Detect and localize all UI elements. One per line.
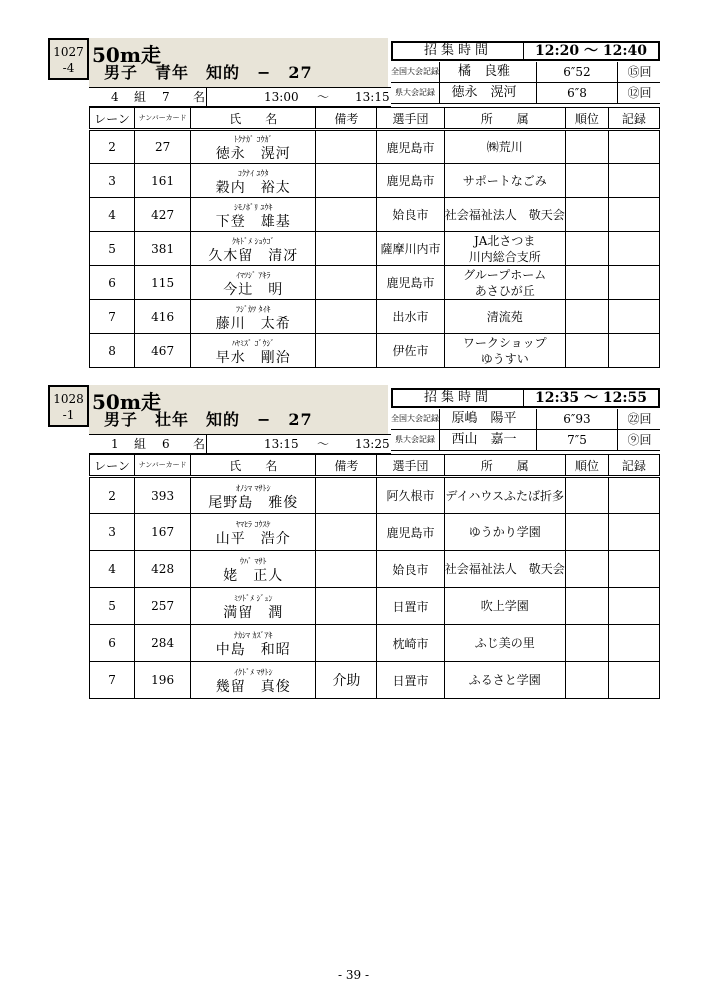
name-kanji: 満留 潤 bbox=[223, 605, 284, 621]
time-tilde: 〜 bbox=[317, 437, 330, 451]
lane: 6 bbox=[90, 625, 135, 662]
athlete-name bbox=[191, 198, 316, 232]
record-meet: ⑮回 bbox=[617, 62, 661, 82]
name-kanji: 早水 剛治 bbox=[215, 349, 291, 366]
affiliation bbox=[444, 588, 565, 625]
count-label: 名 bbox=[193, 437, 206, 451]
name-kanji: 徳永 滉河 bbox=[215, 146, 291, 162]
team: 出水市 bbox=[377, 300, 444, 334]
header-record: 記録 bbox=[608, 455, 659, 477]
table-row bbox=[90, 198, 660, 232]
card-number: 428 bbox=[135, 551, 191, 588]
call-time-label: 招集時間 bbox=[393, 43, 524, 59]
header-affiliation: 所 属 bbox=[444, 108, 565, 130]
athlete-name bbox=[191, 588, 316, 625]
group-count-cell bbox=[89, 88, 207, 106]
lane: 2 bbox=[90, 130, 135, 164]
record-cell bbox=[608, 232, 659, 266]
time-tilde: 〜 bbox=[317, 90, 330, 104]
athlete-name bbox=[191, 477, 316, 514]
note bbox=[316, 625, 377, 662]
team: 鹿児島市 bbox=[377, 130, 444, 164]
note bbox=[316, 334, 377, 368]
name-kana: ｸｷﾄﾞﾒ ｼｮｳｺﾞ bbox=[232, 236, 275, 246]
table-row bbox=[90, 588, 660, 625]
call-time-value: 12:20 〜 12:40 bbox=[534, 43, 647, 59]
card-number: 167 bbox=[135, 514, 191, 551]
note bbox=[316, 232, 377, 266]
table-row bbox=[90, 477, 660, 514]
lane: 7 bbox=[90, 662, 135, 699]
lane: 5 bbox=[90, 232, 135, 266]
national-record bbox=[391, 409, 660, 430]
event-number-box bbox=[48, 385, 89, 427]
participant-count: 6 bbox=[162, 437, 170, 451]
header-name: 氏 名 bbox=[191, 455, 316, 477]
affiliation-line2: 川内総合支所 bbox=[468, 249, 541, 264]
table-row bbox=[90, 232, 660, 266]
athlete-name bbox=[191, 266, 316, 300]
note bbox=[316, 551, 377, 588]
event-number-line2: -4 bbox=[62, 61, 75, 75]
team: 日置市 bbox=[377, 588, 444, 625]
table-row bbox=[90, 300, 660, 334]
rank-cell bbox=[565, 551, 608, 588]
record-label: 全国大会記録 bbox=[391, 62, 440, 82]
name-kana: ﾐﾂﾄﾞﾒ ｼﾞｭﾝ bbox=[234, 594, 273, 603]
note bbox=[316, 300, 377, 334]
name-kana: ｼﾓﾉﾎﾞﾘ ﾕｳｷ bbox=[234, 202, 273, 212]
header-rank: 順位 bbox=[565, 108, 608, 130]
event-name: 50m走 bbox=[92, 43, 161, 67]
name-kanji: 山平 浩介 bbox=[215, 531, 291, 547]
header-note: 備考 bbox=[316, 108, 377, 130]
rank-cell bbox=[565, 588, 608, 625]
record-meet: ⑨回 bbox=[617, 430, 661, 450]
participant-count: 7 bbox=[162, 90, 170, 104]
affiliation-line1: 社会福祉法人 敬天会 bbox=[444, 207, 565, 222]
table-row bbox=[90, 164, 660, 198]
header-name: 氏 名 bbox=[191, 108, 316, 130]
note bbox=[316, 266, 377, 300]
end-time: 13:25 bbox=[355, 437, 390, 451]
rank-cell bbox=[565, 266, 608, 300]
affiliation-line1: JA北さつま bbox=[473, 233, 536, 248]
card-number: 427 bbox=[135, 198, 191, 232]
header-card: ナンバーカード bbox=[135, 108, 191, 130]
record-meet: ⑫回 bbox=[617, 83, 661, 103]
header-lane: レーン bbox=[90, 108, 135, 130]
affiliation-line1: 清流苑 bbox=[486, 309, 523, 324]
page-number: - 39 - bbox=[337, 968, 369, 982]
name-kanji: 下登 雄基 bbox=[215, 213, 291, 230]
lane: 3 bbox=[90, 164, 135, 198]
name-kanji: 今辻 明 bbox=[223, 281, 284, 298]
header-rank: 順位 bbox=[565, 455, 608, 477]
athlete-name bbox=[191, 334, 316, 368]
card-number: 196 bbox=[135, 662, 191, 699]
table-row bbox=[90, 334, 660, 368]
header-record: 記録 bbox=[608, 108, 659, 130]
card-number: 284 bbox=[135, 625, 191, 662]
call-time-label: 招集時間 bbox=[393, 390, 524, 406]
athlete-name bbox=[191, 164, 316, 198]
team: 鹿児島市 bbox=[377, 514, 444, 551]
table-row bbox=[90, 662, 660, 699]
affiliation-line1: デイハウスふたば折多 bbox=[445, 488, 564, 503]
name-kanji: 穀内 裕太 bbox=[215, 179, 291, 196]
card-number: 393 bbox=[135, 477, 191, 514]
note bbox=[316, 130, 377, 164]
affiliation bbox=[444, 300, 565, 334]
affiliation-line1: ふるさと学園 bbox=[468, 673, 541, 687]
prefectural-record bbox=[391, 430, 660, 451]
note bbox=[316, 514, 377, 551]
table-row bbox=[90, 625, 660, 662]
affiliation-line1: サポートなごみ bbox=[462, 173, 547, 188]
record-time: 7″5 bbox=[536, 430, 617, 450]
name-kanji: 久木留 清冴 bbox=[208, 247, 299, 264]
group-info bbox=[89, 434, 391, 454]
name-kanji: 幾留 真俊 bbox=[215, 679, 291, 695]
affiliation bbox=[444, 551, 565, 588]
team: 鹿児島市 bbox=[377, 266, 444, 300]
lane: 4 bbox=[90, 198, 135, 232]
count-label: 名 bbox=[193, 90, 206, 104]
rank-cell bbox=[565, 300, 608, 334]
athlete-name bbox=[191, 551, 316, 588]
team: 姶良市 bbox=[377, 198, 444, 232]
event-name: 50m走 bbox=[92, 390, 161, 414]
team: 伊佐市 bbox=[377, 334, 444, 368]
rank-cell bbox=[565, 477, 608, 514]
start-time: 13:00 bbox=[264, 90, 299, 104]
team: 姶良市 bbox=[377, 551, 444, 588]
affiliation-line2: あさひが丘 bbox=[474, 283, 535, 298]
lane: 5 bbox=[90, 588, 135, 625]
lane: 2 bbox=[90, 477, 135, 514]
record-meet: ㉒回 bbox=[617, 409, 661, 429]
name-kana: ｲｸﾄﾞﾒ ﾏｻﾄｼ bbox=[234, 668, 273, 677]
event-number-line1: 1028 bbox=[53, 392, 84, 406]
affiliation-line1: 吹上学園 bbox=[480, 599, 529, 613]
record-cell bbox=[608, 514, 659, 551]
records-box bbox=[391, 409, 660, 451]
header-affiliation: 所 属 bbox=[444, 455, 565, 477]
lane: 4 bbox=[90, 551, 135, 588]
lane: 8 bbox=[90, 334, 135, 368]
record-cell bbox=[608, 477, 659, 514]
name-kanji: 藤川 太希 bbox=[215, 315, 291, 332]
call-time-value: 12:35 〜 12:55 bbox=[534, 390, 647, 406]
record-cell bbox=[608, 625, 659, 662]
record-cell bbox=[608, 334, 659, 368]
name-kanji: 姥 正人 bbox=[223, 568, 284, 584]
athlete-name bbox=[191, 300, 316, 334]
affiliation-line2: ゆうすい bbox=[480, 351, 529, 366]
affiliation-line1: ㈱荒川 bbox=[486, 140, 523, 154]
note: 介助 bbox=[316, 662, 377, 699]
card-number: 115 bbox=[135, 266, 191, 300]
record-label: 県大会記録 bbox=[391, 430, 440, 450]
records-box bbox=[391, 62, 660, 104]
call-time-box bbox=[391, 388, 660, 408]
affiliation bbox=[444, 334, 565, 368]
athlete-name bbox=[191, 130, 316, 164]
event-block-1027 bbox=[48, 38, 660, 366]
team: 阿久根市 bbox=[377, 477, 444, 514]
record-cell bbox=[608, 266, 659, 300]
name-kana: ﾊﾔﾐｽﾞ ｺﾞｳｼﾞ bbox=[232, 338, 275, 348]
record-cell bbox=[608, 198, 659, 232]
lane: 3 bbox=[90, 514, 135, 551]
athlete-name bbox=[191, 662, 316, 699]
name-kana: ﾔﾏﾋﾗ ｺｳｽｹ bbox=[236, 520, 271, 529]
table-row bbox=[90, 514, 660, 551]
table-row bbox=[90, 551, 660, 588]
record-cell bbox=[608, 662, 659, 699]
card-number: 467 bbox=[135, 334, 191, 368]
rank-cell bbox=[565, 164, 608, 198]
record-time: 6″52 bbox=[536, 62, 617, 82]
record-cell bbox=[608, 588, 659, 625]
team: 日置市 bbox=[377, 662, 444, 699]
entry-table bbox=[89, 454, 660, 699]
affiliation-line1: 社会福祉法人 敬天会 bbox=[444, 562, 565, 576]
group-label: 組 bbox=[134, 90, 147, 104]
rank-cell bbox=[565, 334, 608, 368]
record-time: 6″93 bbox=[536, 409, 617, 429]
name-kana: ｳﾊﾞ ﾏｻﾄ bbox=[240, 557, 267, 566]
record-holder: 西山 嘉一 bbox=[451, 432, 517, 447]
event-number-line2: -1 bbox=[62, 408, 75, 422]
prefectural-record bbox=[391, 83, 660, 104]
affiliation bbox=[444, 198, 565, 232]
group-number: 4 bbox=[111, 90, 119, 104]
group-count-cell bbox=[89, 435, 207, 453]
team: 鹿児島市 bbox=[377, 164, 444, 198]
note bbox=[316, 588, 377, 625]
affiliation bbox=[444, 130, 565, 164]
record-holder: 原嶋 陽平 bbox=[451, 411, 517, 426]
event-class: 男子 青年 知的 − 27 bbox=[104, 63, 313, 82]
header-team: 選手団 bbox=[377, 108, 444, 130]
start-time: 13:15 bbox=[264, 437, 299, 451]
affiliation-line1: グループホーム bbox=[463, 267, 547, 282]
name-kana: ｲﾏﾂｼﾞ ｱｷﾗ bbox=[236, 270, 271, 280]
record-holder: 徳永 滉河 bbox=[451, 85, 517, 100]
affiliation bbox=[444, 625, 565, 662]
lane: 7 bbox=[90, 300, 135, 334]
affiliation bbox=[444, 662, 565, 699]
card-number: 416 bbox=[135, 300, 191, 334]
table-row bbox=[90, 130, 660, 164]
header-note: 備考 bbox=[316, 455, 377, 477]
affiliation-line1: ゆうかり学園 bbox=[468, 525, 541, 539]
card-number: 257 bbox=[135, 588, 191, 625]
affiliation bbox=[444, 232, 565, 266]
note bbox=[316, 164, 377, 198]
rank-cell bbox=[565, 662, 608, 699]
record-holder: 橘 良雅 bbox=[457, 64, 510, 79]
header-card: ナンバーカード bbox=[135, 455, 191, 477]
record-cell bbox=[608, 164, 659, 198]
record-cell bbox=[608, 300, 659, 334]
lane: 6 bbox=[90, 266, 135, 300]
rank-cell bbox=[565, 130, 608, 164]
affiliation bbox=[444, 164, 565, 198]
table-row bbox=[90, 266, 660, 300]
group-label: 組 bbox=[134, 437, 147, 451]
event-number-box bbox=[48, 38, 89, 80]
rank-cell bbox=[565, 198, 608, 232]
card-number: 381 bbox=[135, 232, 191, 266]
athlete-name bbox=[191, 232, 316, 266]
record-cell bbox=[608, 551, 659, 588]
card-number: 161 bbox=[135, 164, 191, 198]
affiliation-line1: ワークショップ bbox=[462, 335, 547, 350]
team: 枕崎市 bbox=[377, 625, 444, 662]
affiliation bbox=[444, 266, 565, 300]
team: 薩摩川内市 bbox=[377, 232, 444, 266]
rank-cell bbox=[565, 232, 608, 266]
name-kana: ﾅｶｼﾏ ｶｽﾞｱｷ bbox=[234, 631, 273, 640]
record-time: 6″8 bbox=[536, 83, 617, 103]
note bbox=[316, 198, 377, 232]
affiliation bbox=[444, 514, 565, 551]
end-time: 13:15 bbox=[355, 90, 390, 104]
athlete-name bbox=[191, 514, 316, 551]
event-class: 男子 壮年 知的 − 27 bbox=[104, 410, 313, 429]
name-kana: ﾌｼﾞｶﾜ ﾀｲｷ bbox=[236, 304, 271, 314]
call-time-box bbox=[391, 41, 660, 61]
rank-cell bbox=[565, 625, 608, 662]
header-lane: レーン bbox=[90, 455, 135, 477]
note bbox=[316, 477, 377, 514]
affiliation bbox=[444, 477, 565, 514]
header-team: 選手団 bbox=[377, 455, 444, 477]
name-kana: ｺｸﾅｲ ﾕｳﾀ bbox=[238, 168, 269, 178]
record-cell bbox=[608, 130, 659, 164]
name-kanji: 中島 和昭 bbox=[215, 642, 291, 658]
rank-cell bbox=[565, 514, 608, 551]
name-kana: ﾄｸﾅｶﾞ ｺｳｶﾞ bbox=[234, 135, 273, 144]
event-block-1028 bbox=[48, 385, 660, 695]
name-kana: ｵﾉｼﾏ ﾏｻﾄｼ bbox=[236, 483, 271, 493]
record-label: 全国大会記録 bbox=[391, 409, 440, 429]
entry-table bbox=[89, 107, 660, 368]
record-label: 県大会記録 bbox=[391, 83, 440, 103]
national-record bbox=[391, 62, 660, 83]
affiliation-line1: ふじ美の里 bbox=[474, 636, 535, 650]
group-number: 1 bbox=[111, 437, 119, 451]
card-number: 27 bbox=[135, 130, 191, 164]
event-number-line1: 1027 bbox=[53, 45, 84, 59]
name-kanji: 尾野島 雅俊 bbox=[208, 494, 299, 511]
group-info bbox=[89, 87, 391, 107]
athlete-name bbox=[191, 625, 316, 662]
